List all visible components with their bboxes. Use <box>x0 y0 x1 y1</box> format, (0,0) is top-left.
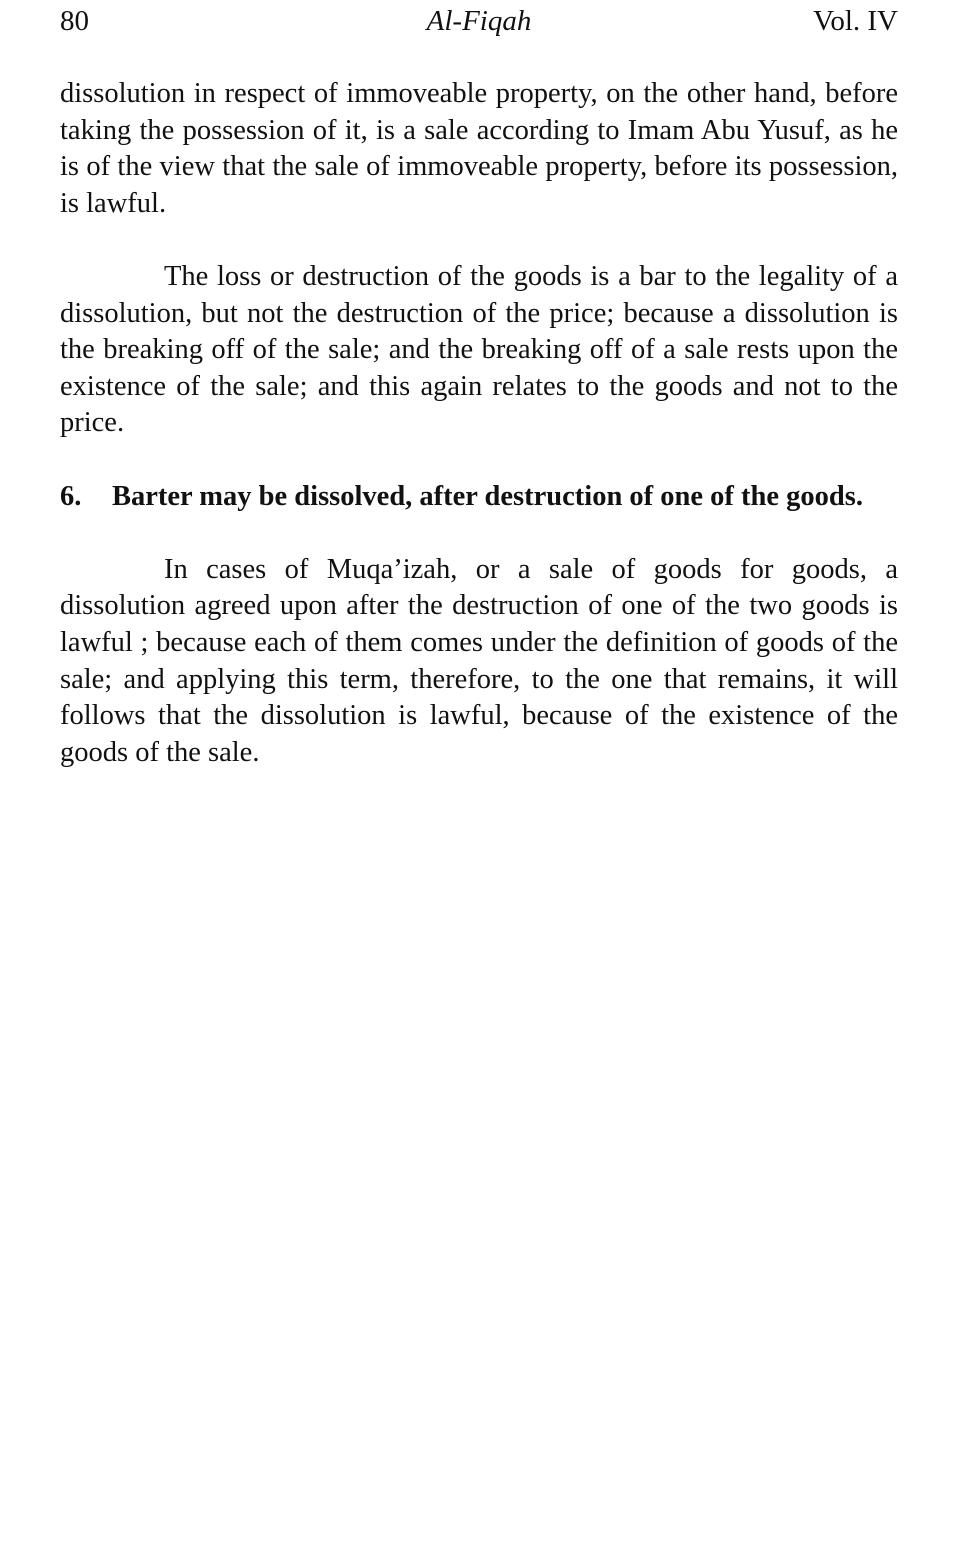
section-heading <box>60 479 898 516</box>
volume-label: Vol. IV <box>813 5 898 37</box>
page-number: 80 <box>60 5 89 37</box>
section-number: 6. <box>60 480 82 512</box>
paragraph-spacer <box>60 515 898 552</box>
section-title: Barter may be dissolved, after destruction of one of the goods. <box>112 480 863 512</box>
paragraph-muqaizah: In cases of Muqa’izah, or a sale of goods for goods, a dissolution agreed upon after the destruction of one of the two goods is lawful ; because each of them comes under the definition of goods of the sale; and applying this term, therefore, to the one that remains, it will follows that the dissolution is lawful, because of the existence of the goods of the sale. <box>60 553 898 768</box>
paragraph-loss-or-destruction: The loss or destruction of the goods is a bar to the legality of a dissolution, but not the destruction of the price; because a dissolution is the breaking off of the sale; and the breaking off of a sale rests upon the existence of the sale; and this again relates to the goods and not to the price. <box>60 260 898 439</box>
body-text <box>60 76 898 771</box>
paragraph-spacer <box>60 442 898 479</box>
paragraph-spacer <box>60 222 898 259</box>
book-title: Al-Fiqah <box>426 5 532 37</box>
running-header <box>60 4 898 38</box>
paragraph-continued: dissolution in respect of immoveable property, on the other hand, before taking the possession of it, is a sale according to Imam Abu Yusuf, as he is of the view that the sale of immoveable property, before its possession, is lawful. <box>60 78 898 219</box>
